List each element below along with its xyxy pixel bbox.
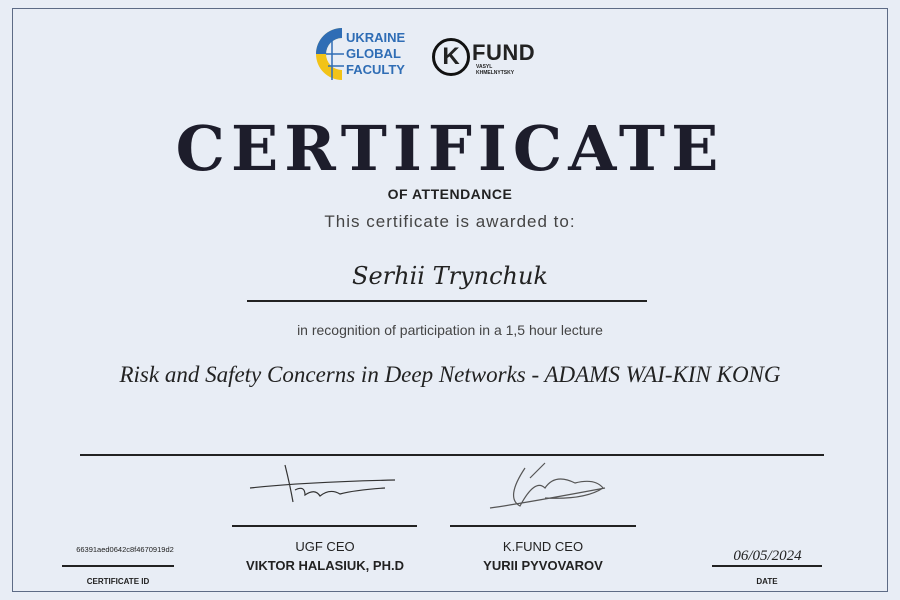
date-value: 06/05/2024 — [733, 548, 802, 564]
signature-1 — [245, 460, 405, 510]
kfund-mark: K — [432, 38, 470, 76]
ugf-line: GLOBAL — [346, 46, 401, 61]
signer2-role: K.FUND CEO — [502, 539, 584, 554]
certificate-id-label: CERTIFICATE ID — [86, 577, 150, 586]
signature-2 — [485, 458, 615, 518]
signer2-name: YURII PYVOVAROV — [483, 558, 603, 573]
kfund-logo — [432, 36, 572, 80]
globe-icon — [312, 26, 344, 82]
lecture-title: Risk and Safety Concerns in Deep Networks - ADAMS WAI-KIN KONG — [119, 362, 781, 387]
certificate-id: 66391aed0642c8f4670919d2 — [76, 545, 174, 554]
signer2-line — [450, 525, 636, 527]
ugf-line: UKRAINE — [346, 30, 406, 45]
ugf-logo — [312, 26, 412, 82]
kfund-sub: KHMELNYTSKY — [476, 70, 515, 76]
awarded-to-text: This certificate is awarded to: — [324, 212, 576, 231]
id-line — [62, 565, 174, 567]
certificate-subtitle: OF ATTENDANCE — [387, 186, 513, 202]
recipient-name: Serhii Trynchuk — [352, 262, 548, 290]
divider — [80, 454, 824, 456]
date-line — [712, 565, 822, 567]
signer1-line — [232, 525, 417, 527]
signer1-name: VIKTOR HALASIUK, PH.D — [246, 558, 404, 573]
recognition-text: in recognition of participation in a 1,5 hour lecture — [297, 322, 603, 338]
kfund-sub: VASYL — [476, 64, 493, 70]
certificate-title: CERTIFICATE — [175, 112, 725, 185]
ugf-line: FACULTY — [346, 62, 405, 77]
kfund-text: FUND — [472, 40, 536, 65]
signer1-role: UGF CEO — [295, 539, 355, 554]
date-label: DATE — [756, 577, 778, 586]
name-underline — [247, 300, 647, 302]
